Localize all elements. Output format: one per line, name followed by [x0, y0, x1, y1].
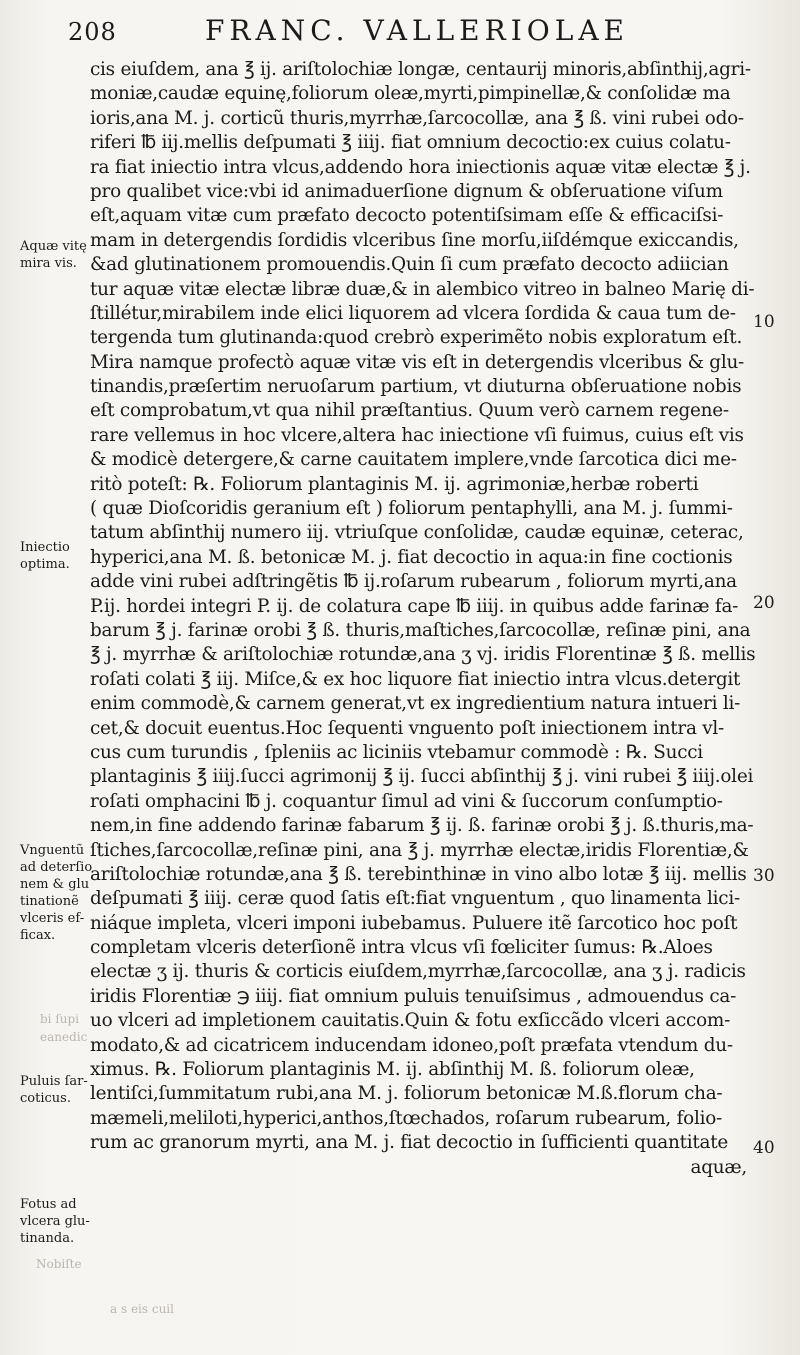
text-line: uo vlceri ad impletionem cauitatis.Quin & fotu exſiccãdo vlceri accom-: [90, 1010, 731, 1032]
text-line: lentiſci,ſummitatum rubi,ana M. j. foliorum betonicæ M.ß.florum cha-: [90, 1083, 723, 1105]
text-line: ra fiat iniectio intra vlcus,addendo hora iniectionis aquæ vitæ electæ ℥ j.: [90, 156, 751, 178]
main-text-block: [90, 58, 755, 1180]
text-line: aquæ,: [690, 1156, 747, 1178]
text-line: niáque impleta, vlceri imponi iubebamus. Puluere itẽ ſarcotico hoc poſt: [90, 912, 738, 934]
text-line: plantaginis ℥ iiij.ſucci agrimonij ℥ ij. ſucci abſinthij ℥ j. vini rubei ℥ iiij.olei: [90, 766, 754, 788]
marginal-note-iniectio: Iniectio optima.: [20, 540, 70, 572]
marginal-note-fotus: Fotus ad vlcera glu- tinanda.: [20, 1197, 90, 1246]
text-line: ( quæ Dioſcoridis geranium eſt ) foliorum pentaphylli, ana M. j. ſummi-: [90, 498, 733, 520]
marginal-note-vnguentum: Vnguentũ ad deterſio nem & glu tinationẽ vlceris ef- ficax.: [20, 843, 93, 943]
text-line: enim commodè,& carnem generat,vt ex ingredientium natura intueri li-: [90, 693, 741, 715]
text-line: ſtiches,ſarcocollæ,reſinæ pini, ana ℥ j. myrrhæ electæ,iridis Florentiæ,&: [90, 839, 749, 861]
text-line: roſati omphacini ℔ j. coquantur ſimul ad vini & ſuccorum conſumptio-: [90, 790, 723, 812]
text-line: & modicè detergere,& carne cauitatem implere,vnde ſarcotica dici me-: [90, 449, 737, 471]
text-line: ritò poteſt: ℞. Foliorum plantaginis M. ij. agrimoniæ,herbæ roberti: [90, 473, 699, 495]
text-line: rum ac granorum myrti, ana M. j. fiat decoctio in ſufficienti quantitate: [90, 1132, 728, 1154]
text-line: Mira namque profectò aquæ vitæ vis eſt in detergendis vlceribus & glu-: [90, 351, 745, 373]
text-line: iridis Florentiæ ℈ iiij. fiat omnium puluis tenuiſsimus , admouendus ca-: [90, 985, 737, 1007]
marginal-note-aqua-vitae: Aquæ vitę mira vis.: [20, 239, 87, 271]
text-line: tatum abſinthij numero iij. vtriuſque conſolidæ, caudæ equinæ, ceterac,: [90, 522, 744, 544]
text-line: tergenda tum glutinanda:quod crebrò experimẽto nobis exploratum eſt.: [90, 327, 743, 349]
text-line: deſpumati ℥ iiij. ceræ quod ſatis eſt:fiat vnguentum , quo linamenta lici-: [90, 888, 740, 910]
text-line: roſati colati ℥ iij. Miſce,& ex hoc liquore fiat iniectio intra vlcus.detergit: [90, 668, 741, 690]
text-line: adde vini rubei adſtringẽtis ℔ ij.roſarum rubearum , foliorum myrti,ana: [90, 571, 737, 593]
text-line: ariſtolochiæ rotundæ,ana ℥ ß. terebinthinæ in vino albo lotæ ℥ iij. mellis: [90, 863, 747, 885]
text-line: pro qualibet vice:vbi id animaduerſione dignum & obſeruatione viſum: [90, 180, 723, 202]
bleed-through-text: a s eis cuil: [110, 1302, 174, 1316]
text-line: P.ij. hordei integri P. ij. de colatura cape ℔ iiij. in quibus adde farinæ fa-: [90, 595, 739, 617]
page-number: 208: [68, 18, 117, 46]
text-line: cet,& docuit euentus.Hoc ſequenti vnguento poſt iniectionem intra vl-: [90, 717, 725, 739]
text-line: &ad glutinationem promouendis.Quin ſi cum præfato decocto adiician: [90, 254, 729, 276]
text-line: electæ ʒ ij. thuris & corticis eiuſdem,myrrhæ,ſarcocollæ, ana ʒ j. radicis: [90, 961, 746, 983]
text-line: ℥ j. myrrhæ & ariſtolochiæ rotundæ,ana ʒ vj. iridis Florentinæ ℥ ß. mellis: [90, 644, 755, 666]
text-line: barum ℥ j. farinæ orobi ℥ ß. thuris,maſtiches,ſarcocollæ, reſinæ pini, ana: [90, 619, 751, 641]
text-line: modato,& ad cicatricem inducendam idoneo,poſt præfata vtendum du-: [90, 1034, 733, 1056]
line-number-30: 30: [753, 866, 775, 886]
bleed-through-text: eanedic: [40, 1030, 88, 1044]
text-line: nem,in fine addendo farinæ fabarum ℥ ij. ß. farinæ orobi ℥ j. ß.thuris,ma-: [90, 815, 754, 837]
text-line: moniæ,caudæ equinę,foliorum oleæ,myrti,pimpinellæ,& conſolidæ ma: [90, 83, 731, 105]
text-line: eſt comprobatum,vt qua nihil præſtantius. Quum verò carnem regene-: [90, 400, 729, 422]
margin-notes: [0, 0, 92, 1355]
text-line: hyperici,ana M. ß. betonicæ M. j. fiat decoctio in aqua:in fine coctionis: [90, 546, 733, 568]
text-line: eſt,aquam vitæ cum præfato decocto potentiſsimam eſſe & efficaciſsi-: [90, 205, 724, 227]
text-line: riferi ℔ iij.mellis deſpumati ℥ iiij. fiat omnium decoctio:ex cuius colatu-: [90, 132, 731, 154]
marginal-note-puluis: Puluis ſar- coticus.: [20, 1074, 88, 1106]
text-line: cis eiuſdem, ana ℥ ij. ariſtolochiæ longæ, centaurij minoris,abſinthij,agri-: [90, 59, 751, 80]
text-line: mæmeli,meliloti,hyperici,anthos,ſtœchados, roſarum rubearum, folio-: [90, 1107, 723, 1129]
running-title: FRANC. VALLERIOLAE: [205, 14, 629, 47]
bleed-through-text: Nobiſte: [36, 1257, 82, 1271]
text-line: mam in detergendis ſordidis vlceribus ſine morſu,iiſdémque exiccandis,: [90, 229, 739, 251]
text-line: tinandis,præſertim neruoſarum partium, vt diuturna obſeruatione nobis: [90, 376, 742, 398]
text-line: tur aquæ vitæ electæ libræ duæ,& in alembico vitreo in balneo Marię di-: [90, 278, 755, 300]
text-line: ximus. ℞. Foliorum plantaginis M. ij. abſinthij M. ß. foliorum oleæ,: [90, 1059, 695, 1081]
text-line: ioris,ana M. j. corticũ thuris,myrrhæ,ſarcocollæ, ana ℥ ß. vini rubei odo-: [90, 107, 744, 129]
text-line: completam vlceris deterſionẽ intra vlcus vſi fœliciter ſumus: ℞.Aloes: [90, 937, 713, 959]
line-number-40: 40: [753, 1138, 775, 1158]
page-header: [0, 12, 800, 48]
text-line: rare vellemus in hoc vlcere,altera hac iniectione vſi fuimus, cuius eſt vis: [90, 424, 744, 446]
bleed-through-text: bi ſupi: [40, 1012, 80, 1026]
text-line: ſtillétur,mirabilem inde elici liquorem ad vlcera ſordida & caua tum de-: [90, 302, 736, 324]
text-line: cus cum turundis , ſpleniis ac liciniis vtebamur commodè : ℞. Succi: [90, 741, 703, 763]
line-number-20: 20: [753, 593, 775, 613]
line-number-10: 10: [753, 312, 775, 332]
